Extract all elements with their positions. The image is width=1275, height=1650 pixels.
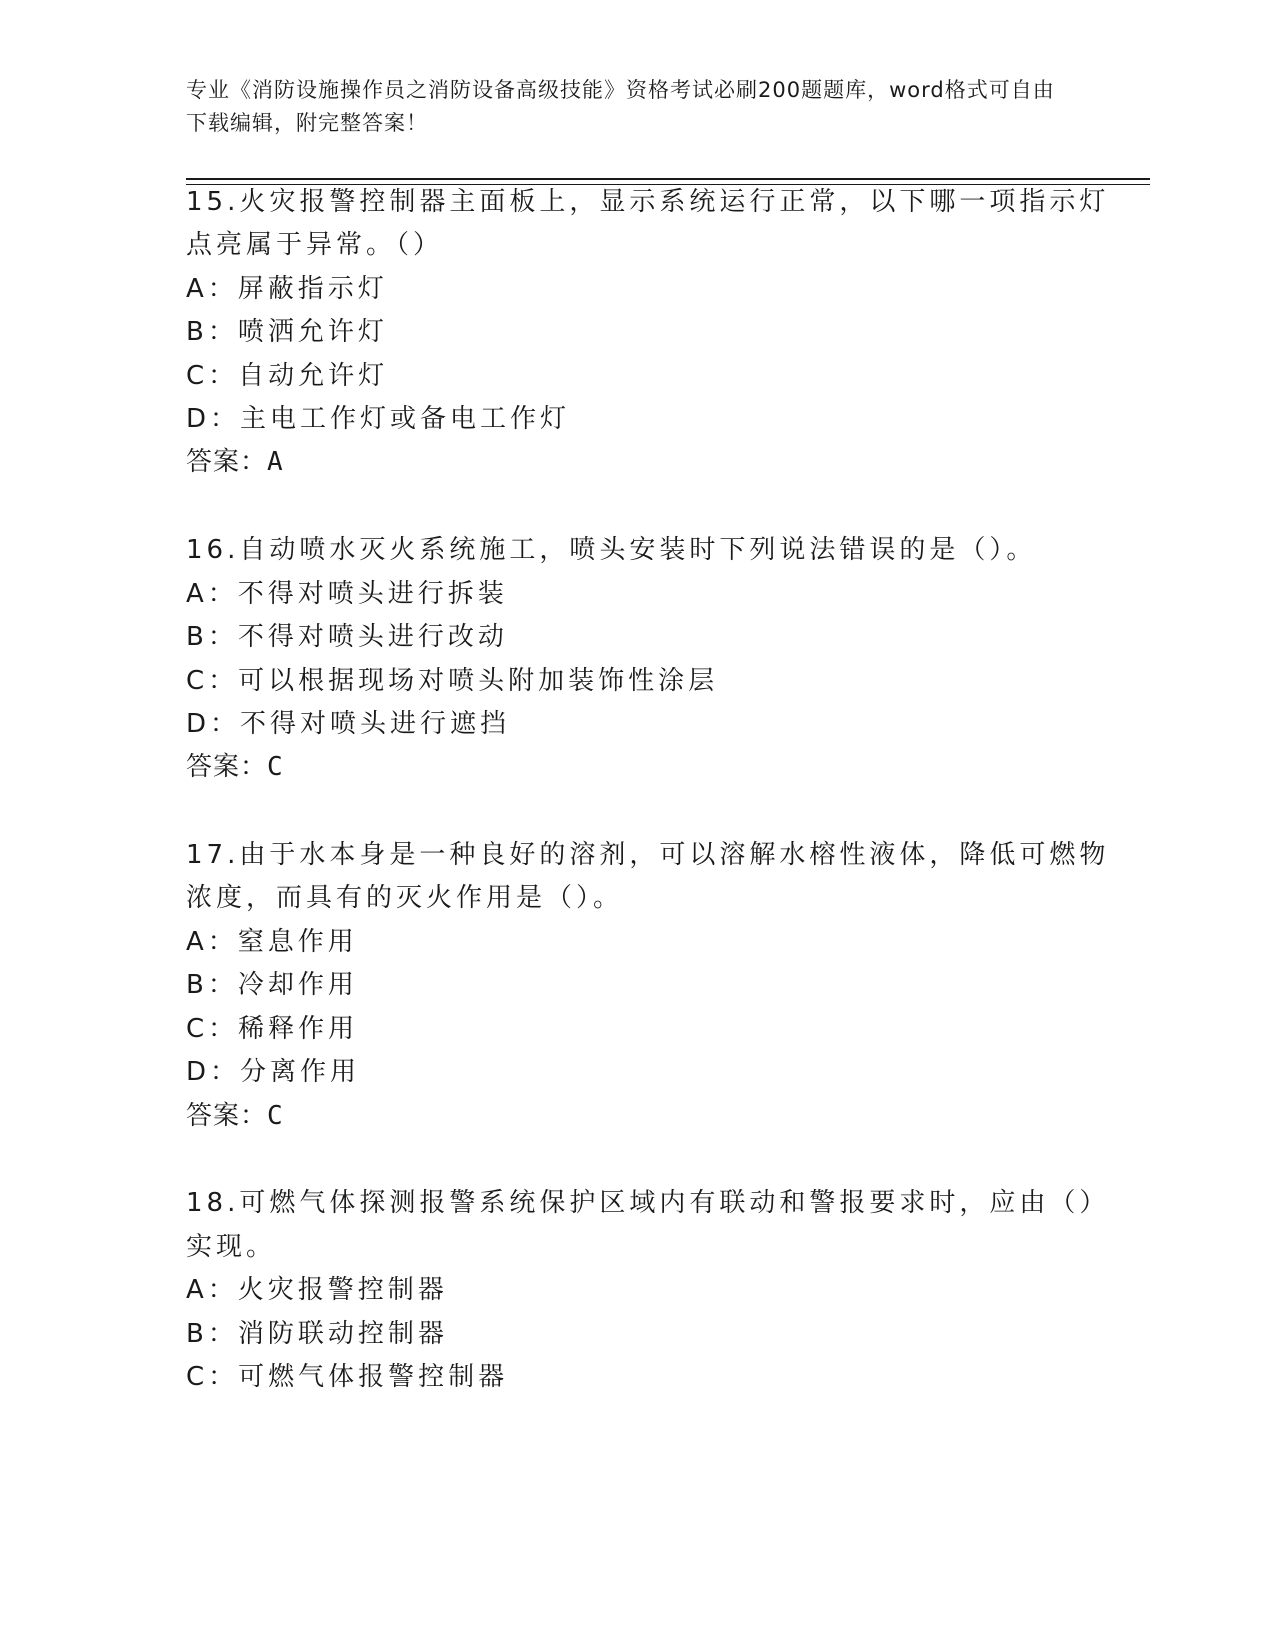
question-16-option-c: C：可以根据现场对喷头附加装饰性涂层 [186,666,719,696]
document-header: 专业《消防设施操作员之消防设备高级技能》资格考试必刷200题题库，word格式可自由下载编辑，附完整答案！ [186,78,1055,135]
question-15-answer: 答案：A [186,447,284,477]
question-18-option-a: A：火灾报警控制器 [186,1275,448,1305]
question-16-answer: 答案：C [186,752,284,782]
question-15-option-d: D：主电工作灯或备电工作灯 [186,404,571,434]
question-16-stem-line-1: 16.自动喷水灭火系统施工，喷头安装时下列说法错误的是（）。 [186,535,1037,565]
question-16-option-b: B：不得对喷头进行改动 [186,622,508,652]
question-18-stem-line-1: 18.可燃气体探测报警系统保护区域内有联动和警报要求时，应由（） [186,1188,1110,1218]
question-17-stem-line-1: 17.由于水本身是一种良好的溶剂，可以溶解水榕性液体，降低可燃物 [186,840,1110,870]
question-17-option-c: C：稀释作用 [186,1014,359,1044]
question-15-stem-line-1: 15.火灾报警控制器主面板上，显示系统运行正常，以下哪一项指示灯 [186,187,1110,217]
question-15-option-c: C：自动允许灯 [186,361,389,391]
question-18-option-b: B：消防联动控制器 [186,1319,448,1349]
question-17-stem-line-2: 浓度，而具有的灭火作用是（）。 [186,883,624,913]
header-divider-thick [186,178,1150,180]
question-18-option-c: C：可燃气体报警控制器 [186,1362,509,1392]
question-18-stem-line-2: 实现。 [186,1232,277,1262]
question-16-option-d: D：不得对喷头进行遮挡 [186,709,511,739]
question-15-stem-line-2: 点亮属于异常。（） [186,230,444,260]
question-16-option-a: A：不得对喷头进行拆装 [186,579,508,609]
question-17-answer: 答案：C [186,1101,284,1131]
question-15-option-b: B：喷洒允许灯 [186,317,388,347]
question-17-option-b: B：冷却作用 [186,970,358,1000]
question-15-option-a: A：屏蔽指示灯 [186,274,388,304]
question-17-option-d: D：分离作用 [186,1057,361,1087]
question-17-option-a: A：窒息作用 [186,927,358,957]
